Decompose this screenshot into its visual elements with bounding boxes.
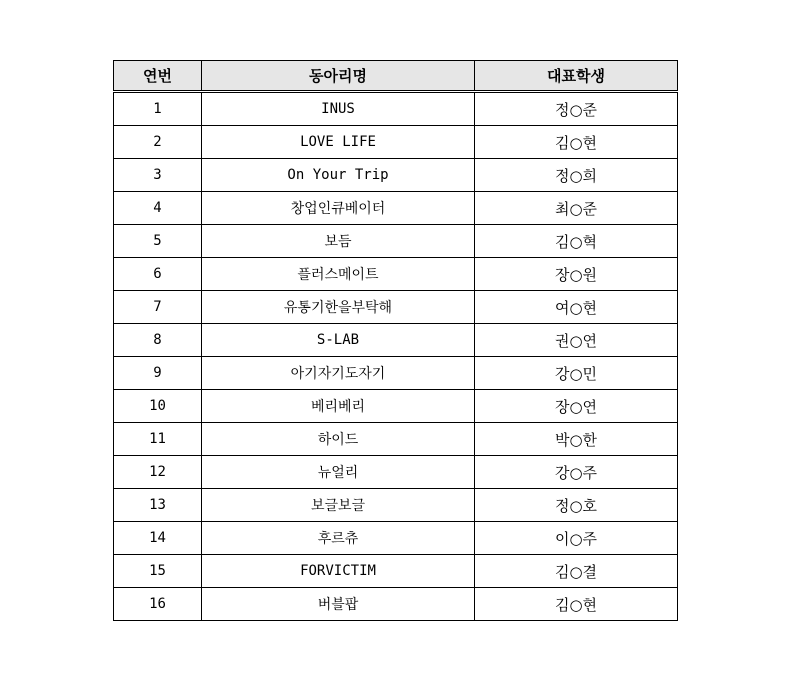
- representative-name: 최○준: [475, 192, 678, 225]
- table-row: [114, 522, 678, 555]
- representative-name: 정○준: [475, 92, 678, 126]
- row-number: 12: [114, 456, 202, 489]
- representative-name: 여○현: [475, 291, 678, 324]
- club-name: 유통기한을부탁해: [202, 291, 475, 324]
- club-name: On Your Trip: [202, 159, 475, 192]
- table-row: [114, 291, 678, 324]
- table-row: [114, 555, 678, 588]
- club-name: 플러스메이트: [202, 258, 475, 291]
- table-row: [114, 192, 678, 225]
- representative-name: 장○원: [475, 258, 678, 291]
- row-number: 11: [114, 423, 202, 456]
- club-name: 보듬: [202, 225, 475, 258]
- table-row: [114, 225, 678, 258]
- representative-name: 김○결: [475, 555, 678, 588]
- row-number: 9: [114, 357, 202, 390]
- representative-name: 강○주: [475, 456, 678, 489]
- club-name: INUS: [202, 92, 475, 126]
- representative-name: 권○연: [475, 324, 678, 357]
- row-number: 6: [114, 258, 202, 291]
- row-number: 16: [114, 588, 202, 621]
- row-number: 4: [114, 192, 202, 225]
- club-table: [113, 60, 678, 621]
- table-row: [114, 390, 678, 423]
- row-number: 15: [114, 555, 202, 588]
- club-name: LOVE LIFE: [202, 126, 475, 159]
- table-row: [114, 324, 678, 357]
- club-name: 창업인큐베이터: [202, 192, 475, 225]
- row-number: 7: [114, 291, 202, 324]
- row-number: 8: [114, 324, 202, 357]
- table-row: [114, 588, 678, 621]
- club-name: 보글보글: [202, 489, 475, 522]
- table-row: [114, 159, 678, 192]
- club-name: 후르츄: [202, 522, 475, 555]
- representative-name: 장○연: [475, 390, 678, 423]
- club-name: FORVICTIM: [202, 555, 475, 588]
- table-row: [114, 489, 678, 522]
- table-row: [114, 456, 678, 489]
- table-row: [114, 126, 678, 159]
- representative-name: 이○주: [475, 522, 678, 555]
- table-row: [114, 357, 678, 390]
- club-name: 뉴얼리: [202, 456, 475, 489]
- table-row: [114, 423, 678, 456]
- club-name: 하이드: [202, 423, 475, 456]
- header-representative: 대표학생: [475, 61, 678, 92]
- representative-name: 김○혁: [475, 225, 678, 258]
- row-number: 2: [114, 126, 202, 159]
- representative-name: 김○현: [475, 588, 678, 621]
- row-number: 3: [114, 159, 202, 192]
- header-row: [114, 61, 678, 92]
- row-number: 5: [114, 225, 202, 258]
- club-name: S-LAB: [202, 324, 475, 357]
- header-number: 연번: [114, 61, 202, 92]
- club-name: 버블팝: [202, 588, 475, 621]
- club-name: 아기자기도자기: [202, 357, 475, 390]
- table-header: [114, 61, 678, 92]
- representative-name: 강○민: [475, 357, 678, 390]
- header-club-name: 동아리명: [202, 61, 475, 92]
- row-number: 13: [114, 489, 202, 522]
- club-name: 베리베리: [202, 390, 475, 423]
- table-row: [114, 258, 678, 291]
- row-number: 1: [114, 92, 202, 126]
- table-body: [114, 92, 678, 621]
- row-number: 14: [114, 522, 202, 555]
- representative-name: 정○호: [475, 489, 678, 522]
- representative-name: 박○한: [475, 423, 678, 456]
- representative-name: 김○현: [475, 126, 678, 159]
- representative-name: 정○희: [475, 159, 678, 192]
- row-number: 10: [114, 390, 202, 423]
- table-row: [114, 92, 678, 126]
